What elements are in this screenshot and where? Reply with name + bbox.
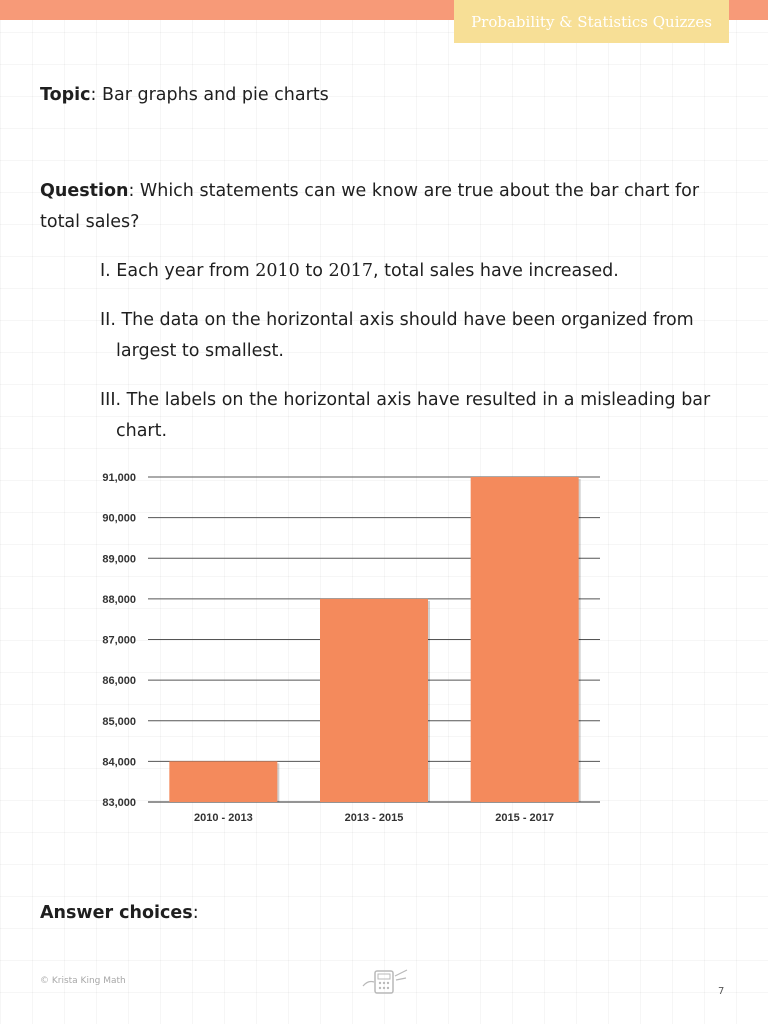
- topic-line: [40, 83, 329, 107]
- y-tick-label: 90,000: [102, 512, 136, 525]
- y-tick-label: 87,000: [102, 634, 136, 647]
- statement-2-line-1: II. The data on the horizontal axis should have been organized from: [100, 310, 694, 330]
- statement-3-line-2: chart.: [116, 421, 168, 441]
- topic-text: : Bar graphs and pie charts: [90, 85, 329, 105]
- statement-1: [100, 259, 619, 283]
- statement-1-year-end: 2017: [328, 261, 374, 281]
- statement-1-suffix: , total sales have increased.: [373, 261, 619, 281]
- bar: [320, 599, 428, 802]
- y-tick-label: 88,000: [102, 593, 136, 606]
- statement-1-prefix: I. Each year from: [100, 261, 256, 281]
- statement-1-year-start: 2010: [255, 261, 300, 281]
- answer-choices-heading: [40, 901, 199, 925]
- answer-choices-label: Answer choices: [40, 903, 193, 923]
- topic-label: Topic: [40, 85, 91, 105]
- answer-choices-colon: :: [192, 903, 199, 923]
- calculator-logo-icon: [360, 966, 410, 996]
- question-text-1: : Which statements can we know are true about the bar chart for: [128, 181, 700, 201]
- y-tick-label: 83,000: [102, 797, 136, 809]
- x-tick-label: 2015 - 2017: [495, 812, 555, 824]
- y-tick-label: 91,000: [102, 472, 136, 484]
- header-tab: [454, 0, 729, 43]
- x-tick-label: 2013 - 2015: [344, 812, 404, 824]
- header-tab-label: Probability & Statistics Quizzes: [471, 12, 712, 31]
- y-tick-label: 84,000: [102, 756, 136, 769]
- y-tick-label: 89,000: [102, 553, 136, 566]
- question-line-1: [40, 179, 699, 203]
- y-tick-label: 85,000: [102, 715, 136, 728]
- sales-bar-chart: [90, 465, 610, 835]
- y-tick-label: 86,000: [102, 675, 136, 688]
- x-tick-label: 2010 - 2013: [193, 812, 253, 824]
- bar: [169, 761, 277, 802]
- bar: [471, 477, 579, 802]
- question-label: Question: [40, 181, 129, 201]
- question-line-2: total sales?: [40, 212, 140, 232]
- statement-3-line-1: III. The labels on the horizontal axis have resulted in a misleading bar: [100, 390, 711, 410]
- footer-copyright: © Krista King Math: [40, 976, 126, 986]
- statement-1-mid: to: [299, 261, 329, 281]
- statement-2-line-2: largest to smallest.: [116, 341, 284, 361]
- page-number: 7: [718, 986, 725, 997]
